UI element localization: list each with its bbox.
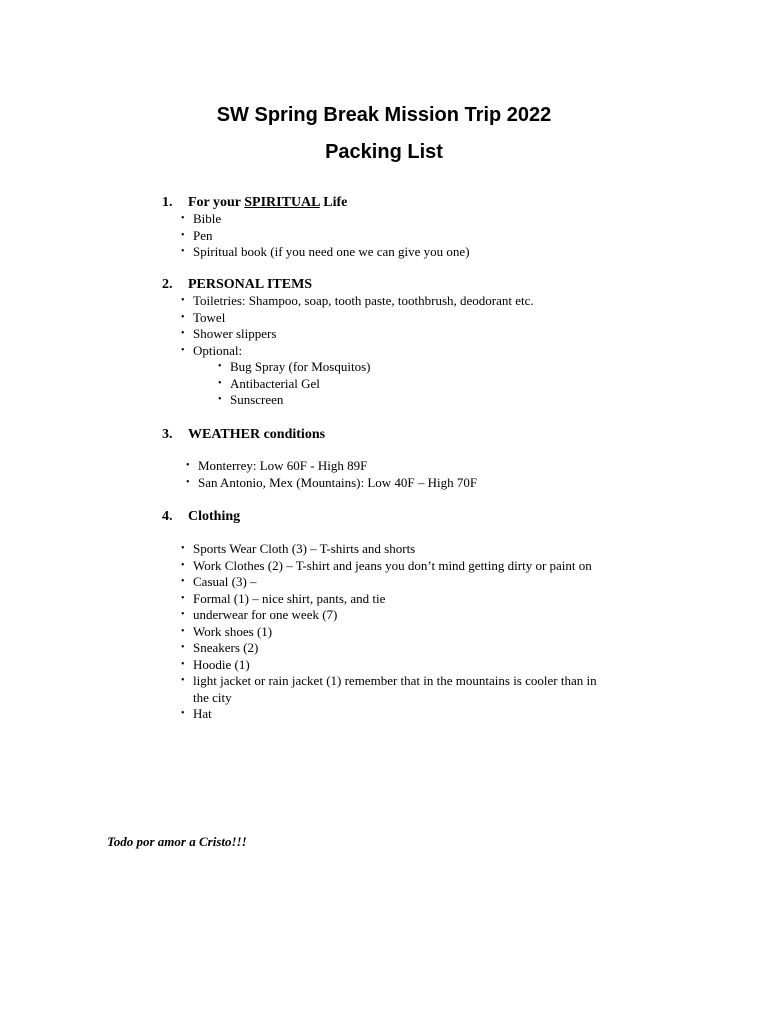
list-item: • Casual (3) –: [162, 574, 728, 591]
sub-list-item: • Antibacterial Gel: [162, 376, 728, 393]
list-item: • Formal (1) – nice shirt, pants, and tie: [162, 591, 728, 608]
heading-text: Life: [319, 195, 348, 210]
document-subtitle: Packing List: [325, 141, 443, 163]
heading-text: WEATHER conditions: [188, 427, 326, 442]
bullet-list: [162, 458, 728, 491]
bullet-list: [162, 293, 728, 359]
bullet-list: [162, 211, 728, 261]
section-heading: [162, 194, 728, 211]
list-item: • Work shoes (1): [162, 624, 728, 641]
section-heading: [162, 426, 728, 443]
list-item: • Shower slippers: [162, 326, 728, 343]
sub-list-item: • Sunscreen: [162, 392, 728, 409]
list-item: • Optional:: [162, 343, 728, 360]
section-personal-items: [162, 276, 728, 409]
section-number: 2.: [162, 277, 173, 292]
heading-text: For your: [188, 195, 245, 210]
list-item: • Bible: [162, 211, 728, 228]
section-clothing: [162, 508, 728, 723]
list-item: • underwear for one week (7): [162, 607, 728, 624]
list-item: • Spiritual book (if you need one we can give you one): [162, 244, 728, 261]
sub-list-item: • Bug Spray (for Mosquitos): [162, 359, 728, 376]
heading-underlined-text: SPIRITUAL: [244, 195, 320, 210]
list-item: • Toiletries: Shampoo, soap, tooth paste, toothbrush, deodorant etc.: [162, 293, 728, 310]
bullet-list: [162, 541, 728, 723]
section-spiritual: [162, 194, 728, 261]
heading-text: PERSONAL ITEMS: [188, 277, 313, 292]
section-number: 1.: [162, 195, 173, 210]
list-item: • Hat: [162, 706, 728, 723]
section-heading: [162, 276, 728, 293]
list-item: • light jacket or rain jacket (1) remember that in the mountains is cooler than in the city: [162, 673, 728, 706]
section-weather: [162, 426, 728, 491]
closing-line: Todo por amor a Cristo!!!: [107, 834, 247, 849]
list-item: • San Antonio, Mex (Mountains): Low 40F – High 70F: [162, 475, 728, 492]
list-item: • Pen: [162, 228, 728, 245]
list-item: • Work Clothes (2) – T-shirt and jeans you don’t mind getting dirty or paint on: [162, 558, 728, 575]
list-item: • Towel: [162, 310, 728, 327]
section-number: 4.: [162, 509, 173, 524]
list-item: • Sneakers (2): [162, 640, 728, 657]
section-heading: [162, 508, 728, 525]
list-item: • Monterrey: Low 60F - High 89F: [162, 458, 728, 475]
list-item: • Sports Wear Cloth (3) – T-shirts and shorts: [162, 541, 728, 558]
list-item: • Hoodie (1): [162, 657, 728, 674]
sub-bullet-list: [162, 359, 728, 409]
document-title: SW Spring Break Mission Trip 2022: [216, 104, 552, 126]
heading-text: Clothing: [188, 509, 241, 524]
section-number: 3.: [162, 427, 173, 442]
